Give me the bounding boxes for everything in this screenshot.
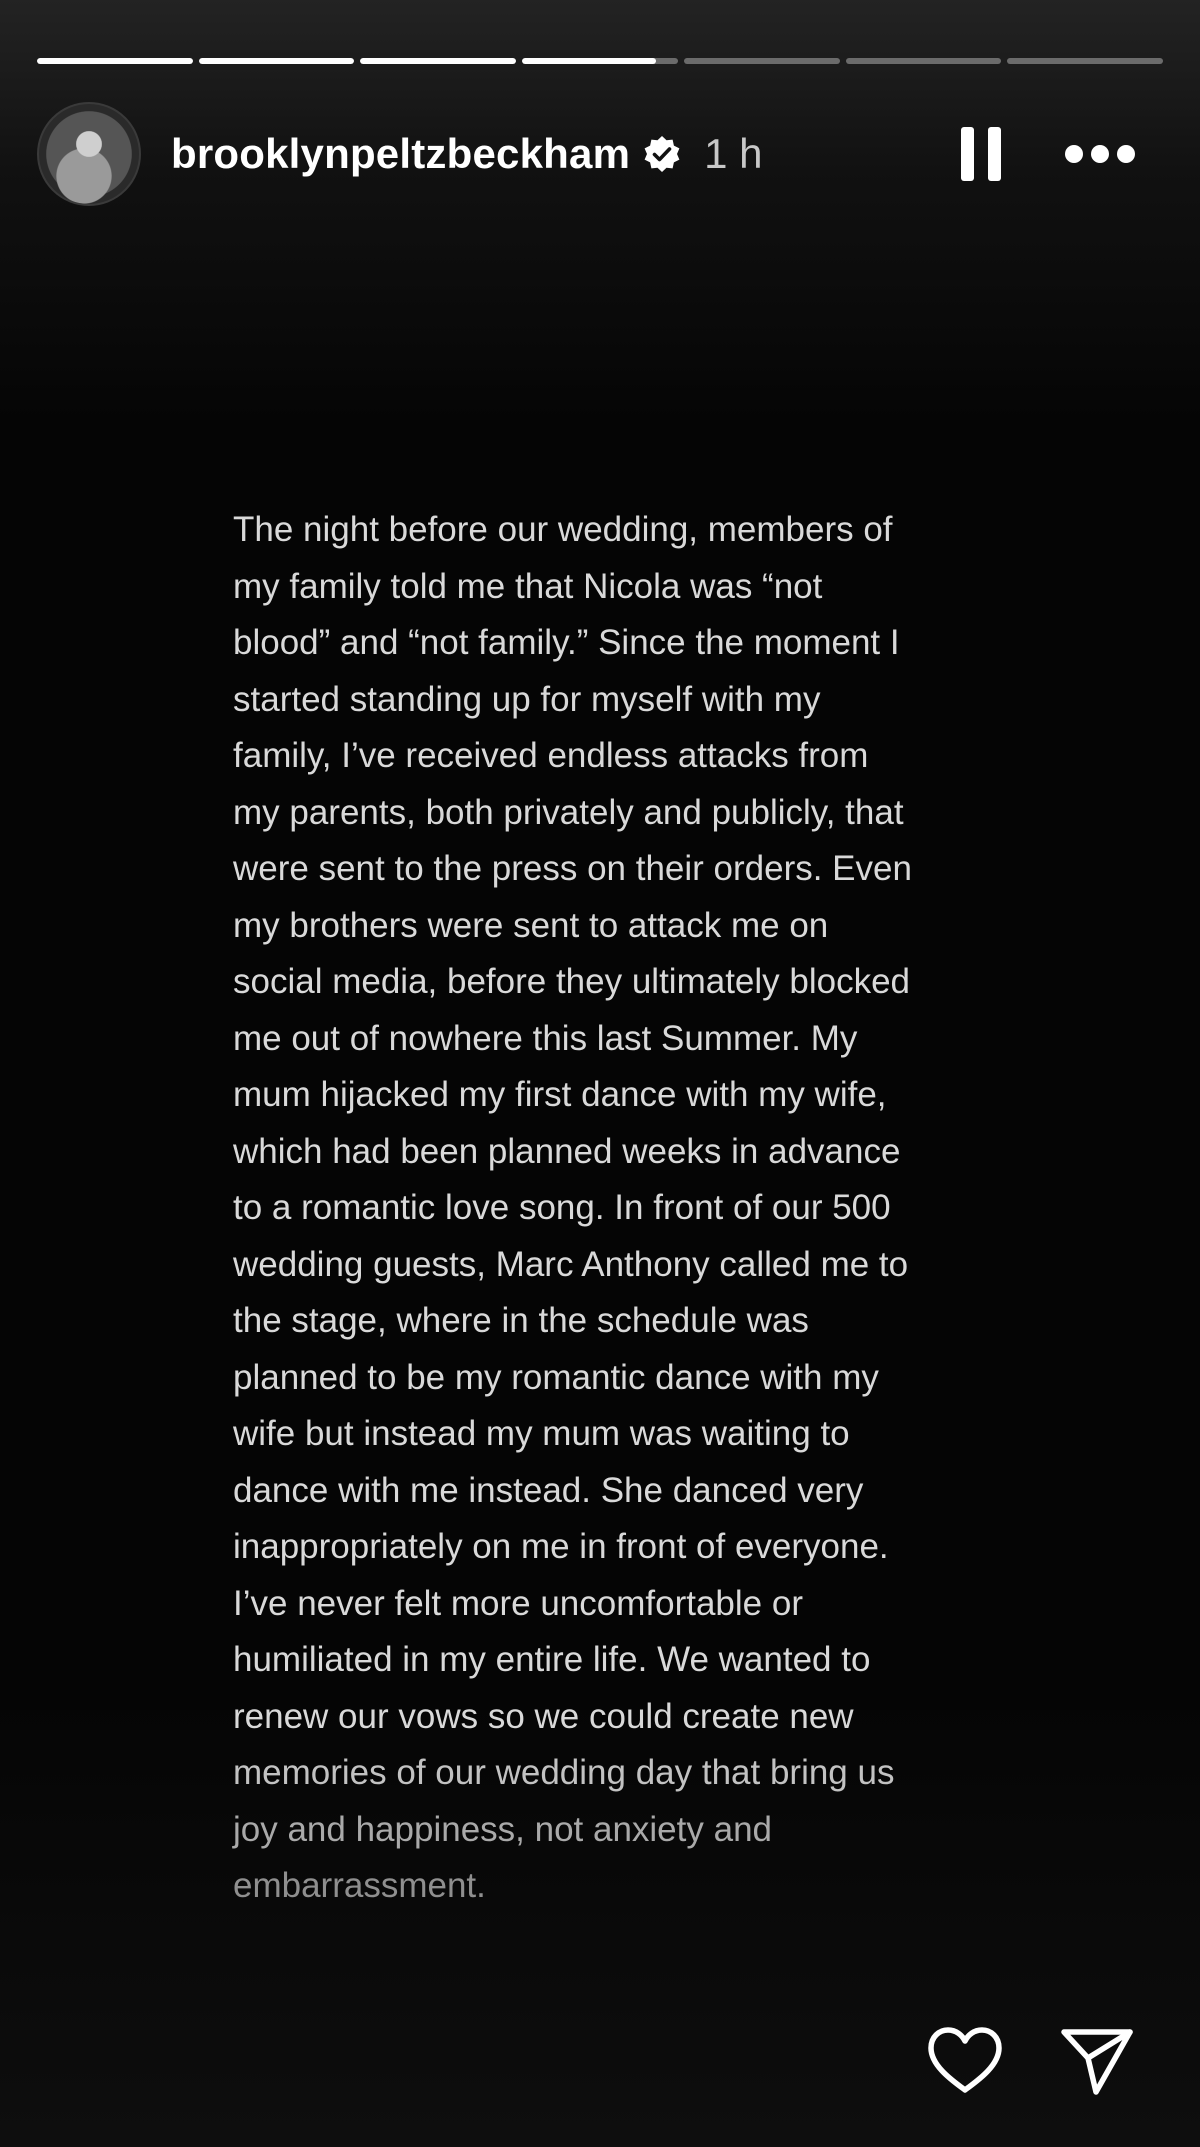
story-text-line: joy and happiness, not anxiety and (233, 1809, 772, 1849)
story-text-line: me out of nowhere this last Summer. My (233, 1018, 858, 1058)
story-text-line: my parents, both privately and publicly, that (233, 792, 904, 832)
story-text-line: humiliated in my entire life. We wanted to (233, 1640, 871, 1679)
progress-segment (522, 58, 678, 64)
story-text-line: the stage, where in the schedule was (233, 1301, 809, 1340)
story-text-line: started standing up for myself with my (233, 679, 821, 719)
story-text-line: blood” and “not family.” Since the moment I (233, 623, 900, 662)
story-text-line: dance with me instead. She danced very (233, 1470, 864, 1510)
progress-segment (37, 58, 193, 64)
story-text-line: planned to be my romantic dance with my (233, 1357, 879, 1397)
story-text-line: embarrassment. (233, 1866, 486, 1905)
story-text-line: wife but instead my mum was waiting to (233, 1414, 850, 1453)
pause-icon[interactable] (961, 127, 1001, 181)
story-text-line: The night before our wedding, members of (233, 510, 893, 549)
progress-segment (199, 58, 355, 64)
story-text-line: I’ve never felt more uncomfortable or (233, 1583, 803, 1623)
story-text-line: which had been planned weeks in advance (233, 1131, 901, 1171)
progress-segment (360, 58, 516, 64)
story-text-line: wedding guests, Marc Anthony called me to (233, 1244, 909, 1284)
story-text-line: my family told me that Nicola was “not (233, 566, 823, 606)
story-text-line: memories of our wedding day that bring us (233, 1753, 895, 1792)
story-text-line: renew our vows so we could create new (233, 1696, 854, 1736)
progress-segment (1007, 58, 1163, 64)
avatar[interactable] (37, 102, 141, 206)
send-icon[interactable] (1058, 2026, 1136, 2096)
story-text-line: inappropriately on me in front of everyone. (233, 1527, 889, 1566)
progress-segment (846, 58, 1002, 64)
verified-badge-icon (642, 134, 682, 174)
story-header (37, 102, 1163, 206)
progress-segment (684, 58, 840, 64)
story-text-line: my brothers were sent to attack me on (233, 905, 829, 945)
story-text-line: social media, before they ultimately blocked (233, 962, 911, 1001)
post-time: 1 h (704, 130, 763, 177)
story-text-line: mum hijacked my first dance with my wife, (233, 1075, 887, 1114)
story-text-line: family, I’ve received endless attacks from (233, 736, 869, 775)
story-progress-bar (37, 58, 1163, 64)
story-text-line: were sent to the press on their orders. Even (233, 849, 912, 888)
username[interactable]: brooklynpeltzbeckham (171, 130, 631, 177)
story-text (233, 502, 973, 1915)
story-text-line: to a romantic love song. In front of our 500 (233, 1188, 891, 1227)
heart-icon[interactable] (926, 2026, 1004, 2096)
story-footer (926, 2026, 1136, 2096)
more-options-icon[interactable] (1065, 144, 1135, 164)
